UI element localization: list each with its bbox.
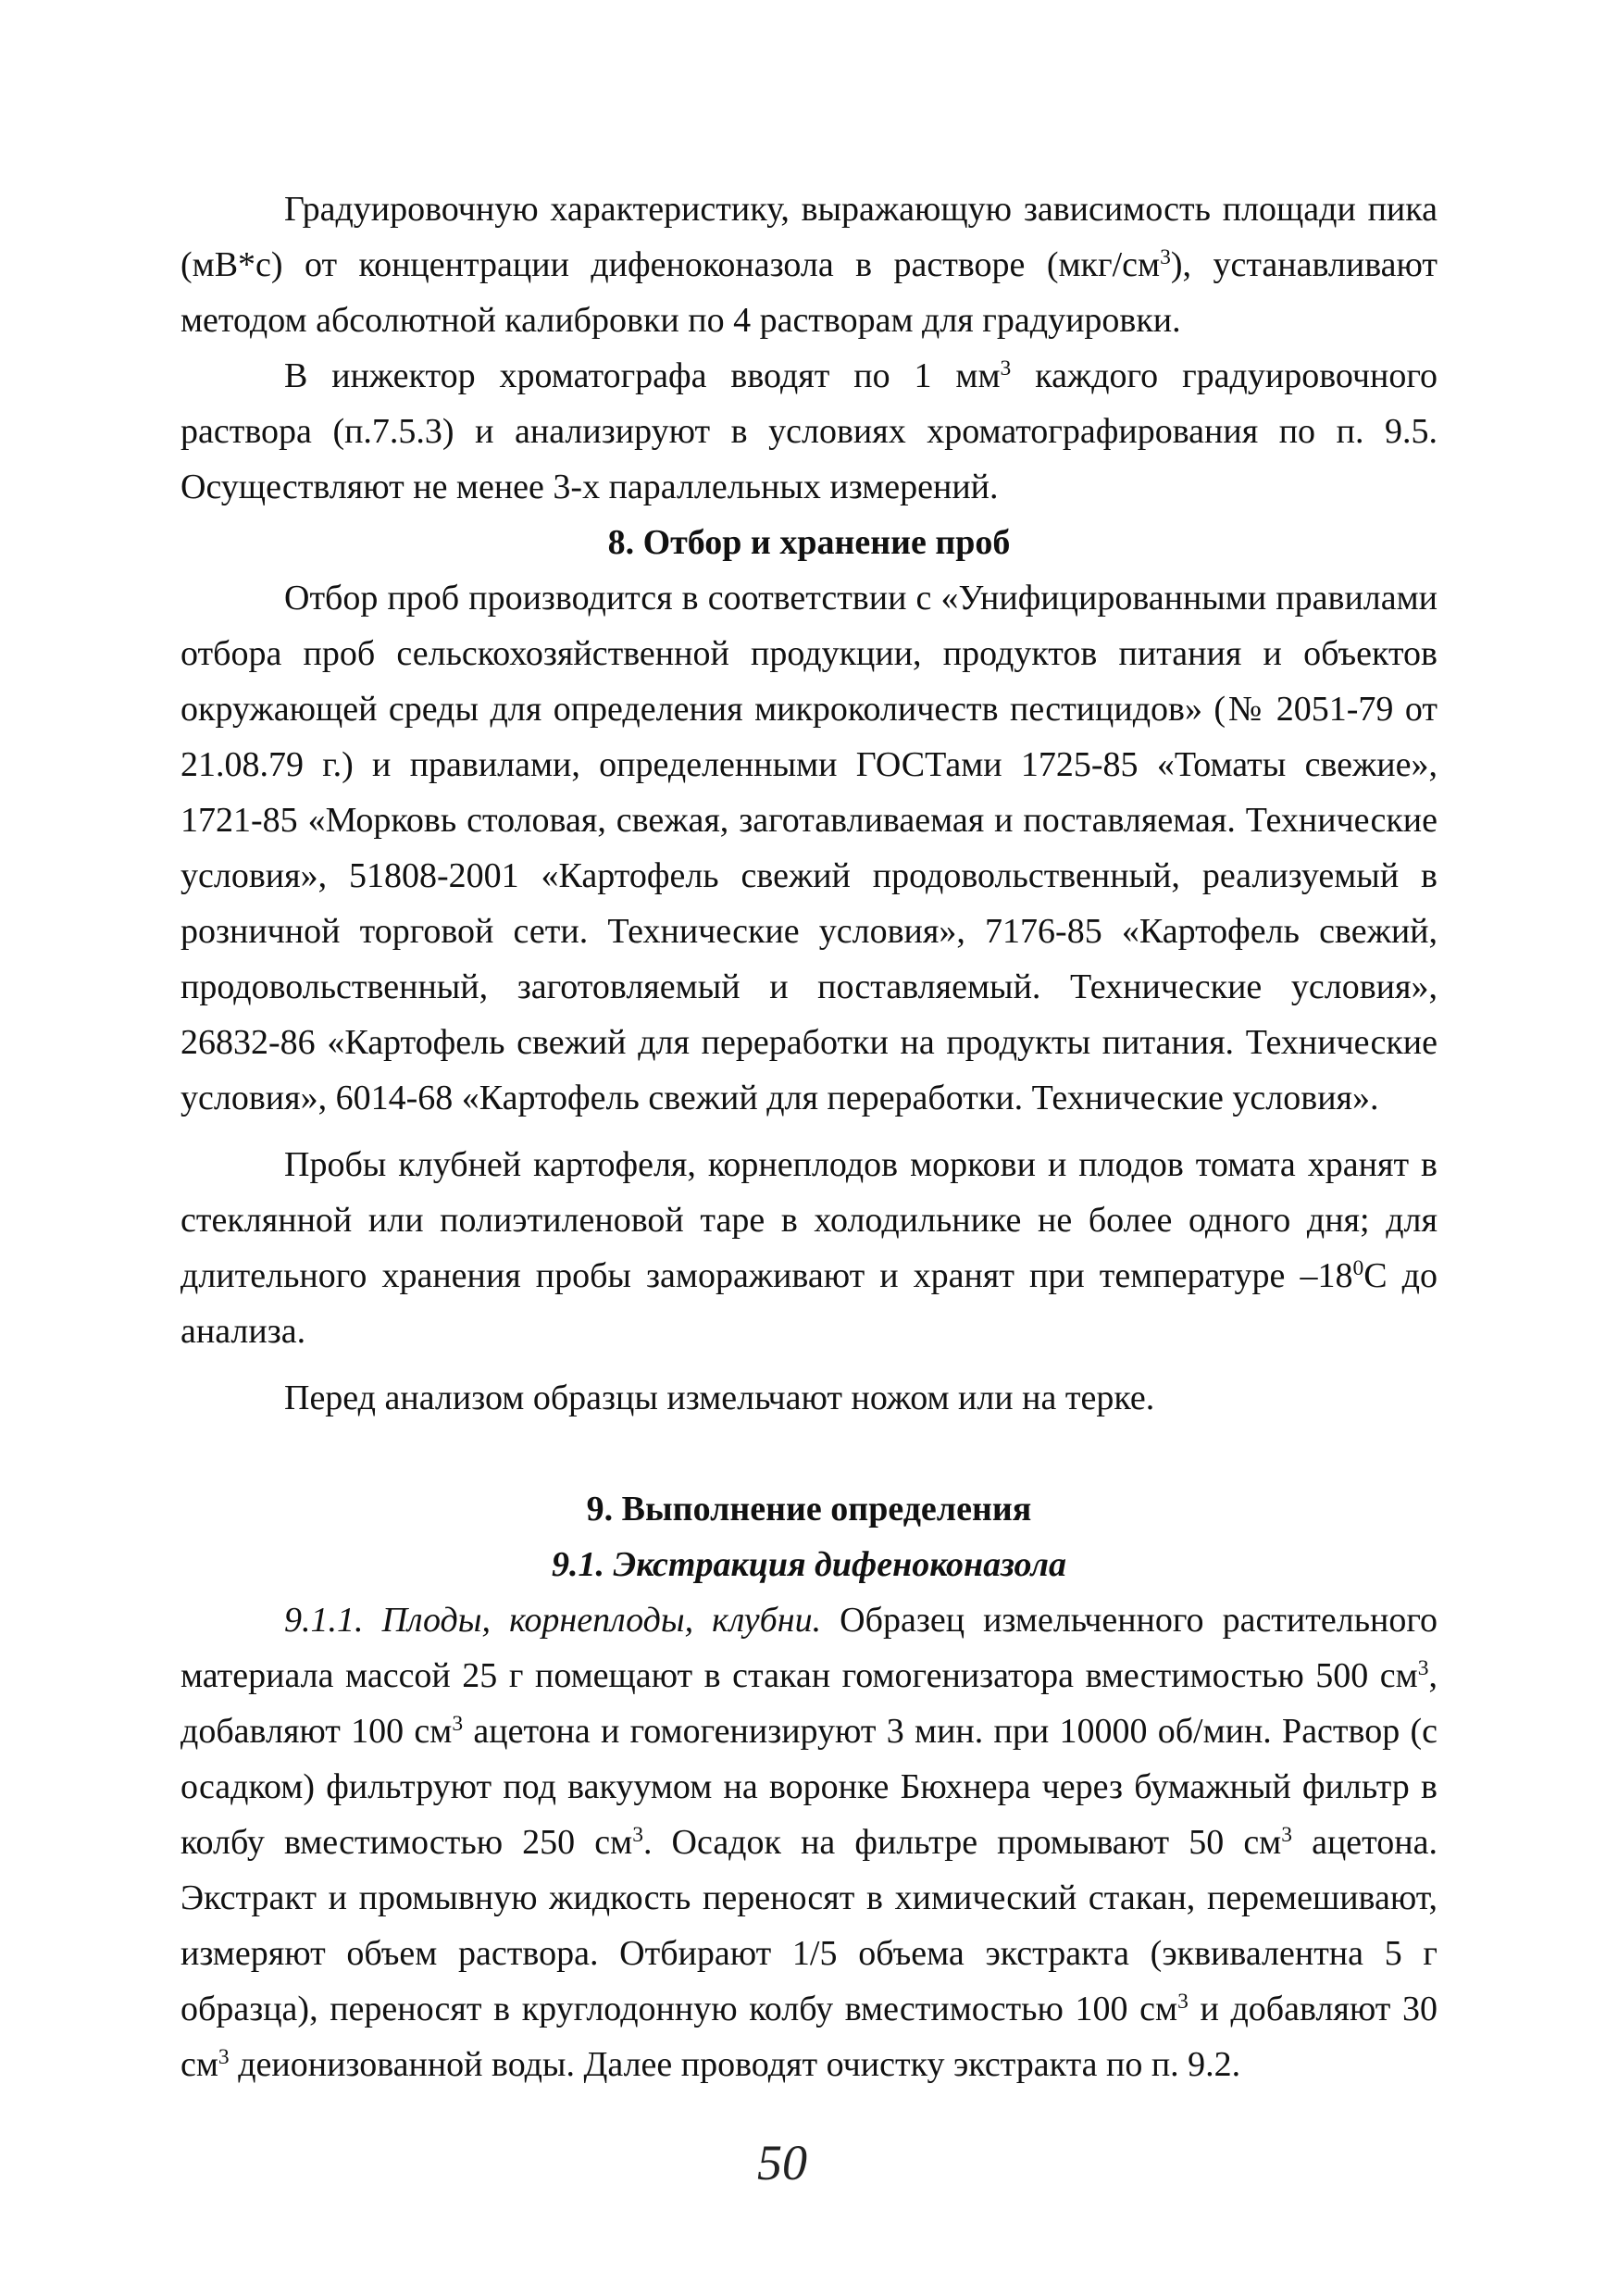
superscript: 0 bbox=[1352, 1256, 1364, 1281]
text-fragment: . Осадок на фильтре промывают 50 см bbox=[642, 1823, 1282, 1862]
text-fragment: Пробы клубней картофеля, корнеплодов моркови и плодов томата хранят в стеклянной или полиэтиленовой таре в холодильнике не более одного дня; для длительного хранения пробы замораживают и хранят при температуре –18 bbox=[180, 1145, 1438, 1295]
superscript: 3 bbox=[218, 2045, 230, 2070]
text-fragment: ацетона. Экстракт и промывную жидкость переносят в химический стакан, перемешивают, измеряют объем раствора. Отбирают 1/5 объема экстракта (эквивалентна 5 г образца), переносят в круглодонную колбу вместимостью 100 см bbox=[180, 1823, 1438, 2028]
text-fragment: ), устанавливают методом абсолютной калибровки по 4 растворам для градуировки. bbox=[180, 245, 1438, 340]
superscript: 3 bbox=[1160, 245, 1171, 270]
paragraph-lead: 9.1.1. Плоды, корнеплоды, клубни. bbox=[284, 1601, 822, 1640]
sampling-paragraph: Отбор проб производится в соответствии с «Унифицированными правилами отбора проб сельскохозяйственной продукции, продуктов питания и объектов окружающей среды для определения микроколичеств пестицидов» (№ 2051-79 от 21.08.79 г.) и правилами, определенными ГОСТами 1725-85 «Томаты свежие», 1721-85 «Морковь столовая, свежая, заготавливаемая и поставляемая. Технические условия», 51808-2001 «Картофель свежий продовольственный, реализуемый в розничной торговой сети. Технические условия», 7176-85 «Картофель свежий, продовольственный, заготовляемый и поставляемый. Технические условия», 26832-86 «Картофель свежий для переработки на продукты питания. Технические условия», 6014-68 «Картофель свежий для переработки. Технические условия». bbox=[180, 579, 1438, 1117]
preparation-paragraph: Перед анализом образцы измельчают ножом или на терке. bbox=[284, 1379, 1155, 1417]
page-number: 50 bbox=[757, 2135, 807, 2190]
section-9-1-subheading: 9.1. Экстракция дифеноконазола bbox=[551, 1545, 1066, 1584]
superscript: 3 bbox=[632, 1823, 643, 1848]
superscript: 3 bbox=[1281, 1823, 1293, 1848]
superscript: 3 bbox=[1417, 1656, 1429, 1681]
text-fragment: В инжектор хроматографа вводят по 1 мм bbox=[284, 356, 1001, 395]
text-fragment: ацетона и гомогенизируют 3 мин. при 10000 об/мин. Раствор (с осадком) фильтруют под вакуумом на воронке Бюхнера через бумажный фильтр в колбу вместимостью 250 см bbox=[180, 1712, 1438, 1862]
section-9-heading: 9. Выполнение определения bbox=[586, 1490, 1032, 1529]
injection-paragraph bbox=[180, 348, 1438, 515]
text-fragment: Образец измельченного растительного материала массой 25 г помещают в стакан гомогенизатора вместимостью 500 см bbox=[180, 1601, 1438, 1695]
page-content bbox=[180, 181, 1438, 2092]
superscript: 3 bbox=[452, 1712, 464, 1737]
superscript: 3 bbox=[1177, 1990, 1189, 2015]
text-fragment: и добавляют 30 см bbox=[180, 1990, 1438, 2084]
section-8-heading: 8. Отбор и хранение проб bbox=[607, 523, 1011, 562]
text-fragment: Градуировочную характеристику, выражающую зависимость площади пика (мВ*с) от концентрации дифеноконазола в растворе (мкг/см bbox=[180, 190, 1438, 284]
calibration-paragraph bbox=[180, 181, 1438, 348]
text-fragment: деионизованной воды. Далее проводят очистку экстракта по п. 9.2. bbox=[229, 2045, 1241, 2084]
superscript: 3 bbox=[1000, 356, 1012, 381]
extraction-paragraph bbox=[180, 1592, 1438, 2092]
text-fragment: С до анализа. bbox=[180, 1256, 1438, 1351]
text-fragment: каждого градуировочного раствора (п.7.5.3) и анализируют в условиях хроматографирования по п. 9.5. Осуществляют не менее 3-х параллельных измерений. bbox=[180, 356, 1438, 506]
storage-paragraph bbox=[180, 1137, 1438, 1359]
text-fragment: , добавляют 100 см bbox=[180, 1656, 1438, 1751]
